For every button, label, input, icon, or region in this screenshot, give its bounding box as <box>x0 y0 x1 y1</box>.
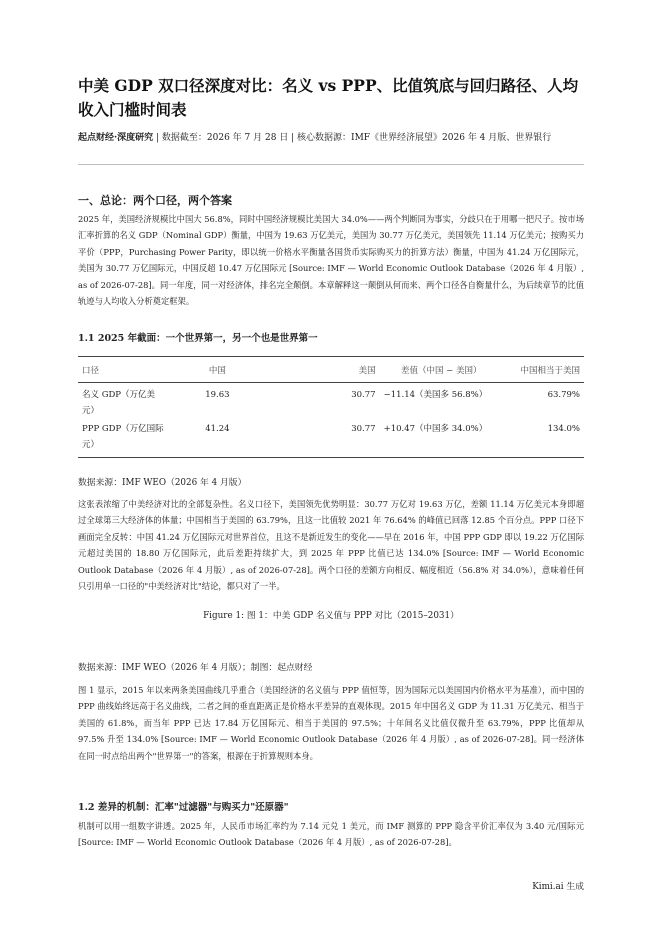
footer-credit: Kimi.ai 生成 <box>532 882 584 892</box>
page-title: 中美 GDP 双口径深度对比：名义 vs PPP、比值筑底与回归路径、人均收入门槛时间表 <box>78 76 579 119</box>
section-heading-overview: 一、总论：两个口径，两个答案 <box>78 194 232 207</box>
table-cell: 19.63 <box>205 390 230 400</box>
meta-details: | 数据截至：2026 年 7 月 28 日 | 核心数据源：IMF《世界经济展望》2026 年 4 月版、世界银行 <box>153 133 552 143</box>
table-cell: 30.77 <box>266 421 379 458</box>
table-header-cell: 美国 <box>266 357 379 383</box>
figure-source-note: 数据来源：IMF WEO（2026 年 4 月版）；制图：起点财经 <box>78 663 313 673</box>
subsection-heading-1-2: 1.2 差异的机制：汇率"过滤器"与购买力"还原器" <box>78 802 289 813</box>
subsection-heading-1-1: 1.1 2025 年截面：一个世界第一，另一个也是世界第一 <box>78 333 318 344</box>
table-header-cell: 差值（中国 − 美国） <box>380 357 503 383</box>
table-cell: 63.79% <box>547 390 580 400</box>
table-source-note: 数据来源：IMF WEO（2026 年 4 月版） <box>78 478 247 488</box>
table-cell: 41.24 <box>168 421 266 458</box>
figure-caption: Figure 1: 图 1：中美 GDP 名义值与 PPP 对比（2015–2031） <box>203 611 459 621</box>
table-cell: +10.47（中国多 34.0%） <box>380 421 503 458</box>
table-header-cell: 中国 <box>168 357 266 383</box>
table-cell: 134.0% <box>503 421 584 458</box>
divider <box>78 164 584 165</box>
table-cell: −11.14（美国多 56.8%） <box>383 390 488 400</box>
overview-paragraph: 2025 年，美国经济规模比中国大 56.8%，同时中国经济规模比美国大 34.0%——两个判断同为事实，分歧只在于用哪一把尺子。按市场汇率折算的名义 GDP（Nominal GDP）衡量，中国为 19.63 万亿美元，美国为 30.77 万亿美元，美国领先 11.14 万亿美元；按购买力平价（PPP，Purchasing Power Parity，即以统一价格水平衡量各国货币实际购买力的折算方法）衡量，中国为 41.24 万亿国际元，美国为 30.77 万亿国际元，中国反超 10.47 万亿国际元 [Source: IMF — World Economic Outlook Database（2026 年 4 月版）, as of 2026-07-28]。同一年度，同一对经济体，排名完全颠倒。本章解释这一颠倒从何而来、两个口径各自衡量什么，为后续章节的比值轨迹与人均收入分析奠定框架。 <box>78 214 584 307</box>
table-cell: 名义 GDP（万亿美元） <box>82 390 156 416</box>
table-header-cell: 中国相当于美国 <box>503 357 584 383</box>
table-header-row <box>78 357 584 383</box>
table-cell: PPP GDP（万亿国际元） <box>78 421 168 458</box>
mechanism-paragraph: 机制可以用一组数字讲透。2025 年，人民币市场汇率约为 7.14 元兑 1 美元，而 IMF 测算的 PPP 隐含平价汇率仅为 3.40 元/国际元 [Source: IMF — World Economic Outlook Database（2026 年 4 月版）, as of 2026-07-28]。 <box>78 821 584 848</box>
table-header-cell: 口径 <box>78 357 168 383</box>
table-row <box>78 421 584 458</box>
meta-brand: 起点财经·深度研究 <box>78 133 154 143</box>
figure-analysis-paragraph: 图 1 显示，2015 年以来两条美国曲线几乎重合（美国经济的名义值与 PPP 值恒等，因为国际元以美国国内价格水平为基准），而中国的 PPP 曲线始终远高于名义曲线，二者之间的垂直距离正是价格水平差异的直观体现。2015 年中国名义 GDP 为 11.31 万亿美元、相当于美国的 61.8%，而当年 PPP 已达 17.84 万亿国际元、相当于美国的 97.5%；十年间名义比值仅微升至 63.79%，PPP 比值却从 97.5% 升至 134.0% [Source: IMF — World Economic Outlook Database（2026 年 4 月版）, as of 2026-07-28]。同一经济体在同一时点给出两个"世界第一"的答案，根源在于折算规则本身。 <box>78 685 584 761</box>
meta-line <box>78 131 584 145</box>
gdp-comparison-table <box>78 356 584 458</box>
table-cell: 30.77 <box>351 390 376 400</box>
table-analysis-paragraph: 这张表浓缩了中美经济对比的全部复杂性。名义口径下，美国领先优势明显：30.77 万亿对 19.63 万亿，差额 11.14 万亿美元本身即超过全球第三大经济体的体量；中国相当于美国的 63.79%，且这一比值较 2021 年 76.64% 的峰值已回落 12.85 个百分点。PPP 口径下画面完全反转：中国 41.24 万亿国际元对世界首位，且这不是新近发生的变化——早在 2016 年，中国 PPP GDP 即以 19.22 万亿国际元超过美国的 18.80 万亿国际元，此后差距持续扩大，到 2025 年 PPP 比值已达 134.0% [Source: IMF — World Economic Outlook Database（2026 年 4 月版）, as of 2026-07-28]。两个口径的差额方向相反、幅度相近（56.8% 对 34.0%），意味着任何只引用单一口径的"中美经济对比"结论，都只对了一半。 <box>78 499 584 592</box>
table-row <box>78 383 584 422</box>
